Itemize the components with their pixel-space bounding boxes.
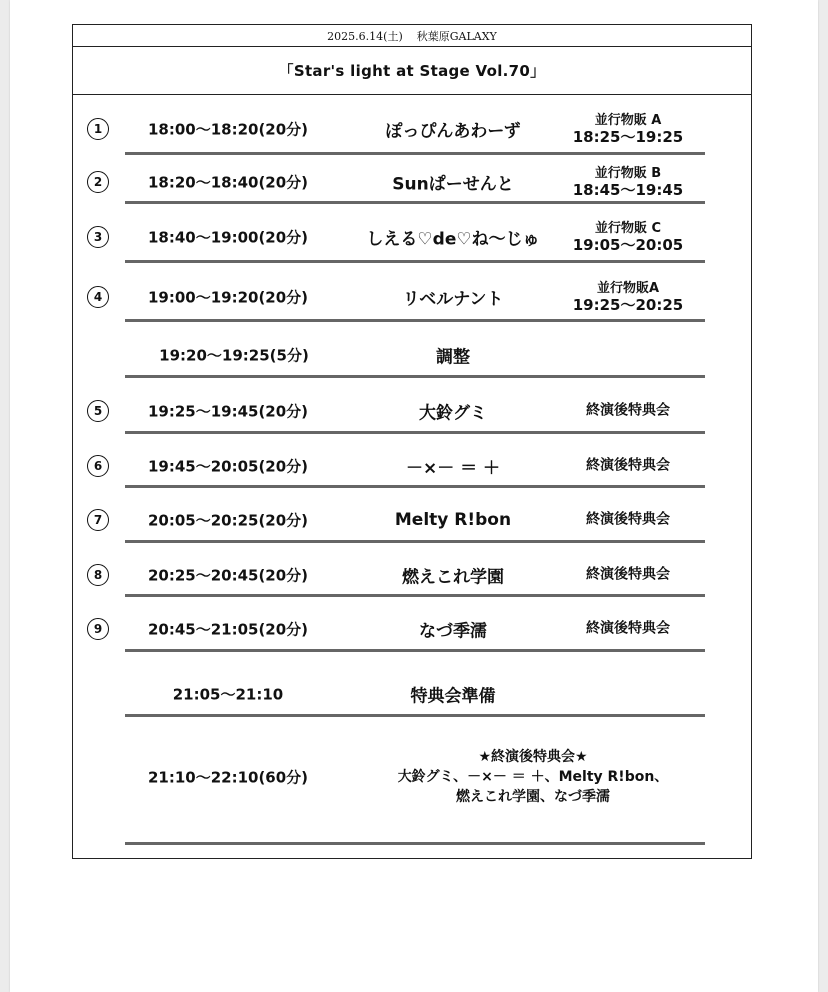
slot-time: 20:25〜20:45(20分) bbox=[147, 566, 309, 585]
row-divider bbox=[125, 201, 705, 204]
performer-name: なづ季濡 bbox=[419, 621, 487, 642]
slot-number: 3 bbox=[87, 226, 109, 248]
slot-number: 5 bbox=[87, 400, 109, 422]
slot-time: 19:45〜20:05(20分) bbox=[147, 457, 309, 476]
slot-number: 9 bbox=[87, 618, 109, 640]
merch-info: 終演後特典会 bbox=[586, 402, 670, 419]
document-page bbox=[10, 0, 818, 992]
slot-number: 2 bbox=[87, 171, 109, 193]
event-title: 「Star's light at Stage Vol.70」 bbox=[73, 46, 751, 95]
row-divider bbox=[125, 649, 705, 652]
performer-name: 燃えこれ学園 bbox=[402, 567, 504, 588]
row-divider bbox=[125, 260, 705, 263]
slot-number: 7 bbox=[87, 509, 109, 531]
slot-time: 19:00〜19:20(20分) bbox=[147, 288, 309, 307]
merch-info bbox=[563, 165, 693, 199]
slot-time: 19:25〜19:45(20分) bbox=[147, 402, 309, 421]
row-divider bbox=[125, 152, 705, 155]
event-venue: 秋葉原GALAXY bbox=[416, 29, 497, 43]
performer-name: しえる♡de♡ね〜じゅ bbox=[366, 229, 540, 250]
row-divider bbox=[125, 842, 705, 845]
merch-label: 並行物販 A bbox=[594, 113, 662, 128]
merch-info: 終演後特典会 bbox=[586, 457, 670, 474]
timetable-sheet bbox=[72, 24, 752, 859]
row-divider bbox=[125, 540, 705, 543]
slot-number: 6 bbox=[87, 455, 109, 477]
performer-name: ぽっぴんあわーず bbox=[385, 121, 521, 142]
row-divider bbox=[125, 375, 705, 378]
row-divider bbox=[125, 594, 705, 597]
slot-time: 18:20〜18:40(20分) bbox=[147, 173, 309, 192]
slot-time: 20:05〜20:25(20分) bbox=[147, 511, 309, 530]
slot-number: 8 bbox=[87, 564, 109, 586]
performer-name: 特典会準備 bbox=[410, 686, 496, 707]
performer-name: Sunぱーせんと bbox=[392, 174, 514, 195]
row-divider bbox=[125, 485, 705, 488]
row-divider bbox=[125, 714, 705, 717]
merch-time: 18:45〜19:45 bbox=[572, 181, 684, 199]
slot-time: 21:05〜21:10 bbox=[172, 685, 284, 704]
merch-time: 19:05〜20:05 bbox=[572, 236, 684, 254]
merch-info: 終演後特典会 bbox=[586, 620, 670, 637]
merch-info: 終演後特典会 bbox=[586, 566, 670, 583]
performer-name: －×－ ＝ ＋ bbox=[405, 458, 501, 479]
merch-info bbox=[563, 112, 693, 146]
performer-name: Melty R!bon bbox=[394, 510, 512, 530]
slot-time: 20:45〜21:05(20分) bbox=[147, 620, 309, 639]
merch-time: 18:25〜19:25 bbox=[572, 128, 684, 146]
merch-info bbox=[563, 220, 693, 254]
final-event-performers-2: 燃えこれ学園、なづ季濡 bbox=[456, 789, 610, 805]
merch-info bbox=[563, 280, 693, 314]
slot-number: 4 bbox=[87, 286, 109, 308]
slot-time: 18:00〜18:20(20分) bbox=[147, 120, 309, 139]
merch-label: 並行物販A bbox=[596, 281, 660, 296]
merch-time: 19:25〜20:25 bbox=[572, 296, 684, 314]
event-date: 2025.6.14(土) bbox=[327, 29, 403, 43]
row-divider bbox=[125, 319, 705, 322]
performer-name: 調整 bbox=[436, 347, 470, 368]
final-event-performers-1: 大鈴グミ、－×－ ＝ ＋、Melty R!bon、 bbox=[397, 769, 669, 785]
merch-label: 並行物販 B bbox=[594, 166, 662, 181]
final-event-title: ★終演後特典会★ bbox=[478, 749, 588, 765]
merch-label: 並行物販 C bbox=[594, 221, 662, 236]
slot-time: 19:20〜19:25(5分) bbox=[159, 346, 309, 365]
performer-name: 大鈴グミ bbox=[419, 403, 487, 424]
row-divider bbox=[125, 431, 705, 434]
slot-time: 21:10〜22:10(60分) bbox=[147, 768, 309, 787]
event-date-venue bbox=[73, 25, 751, 47]
slot-time: 18:40〜19:00(20分) bbox=[147, 228, 309, 247]
performer-name: リベルナント bbox=[402, 289, 504, 310]
merch-info: 終演後特典会 bbox=[586, 511, 670, 528]
final-event-info bbox=[373, 747, 693, 807]
slot-number: 1 bbox=[87, 118, 109, 140]
